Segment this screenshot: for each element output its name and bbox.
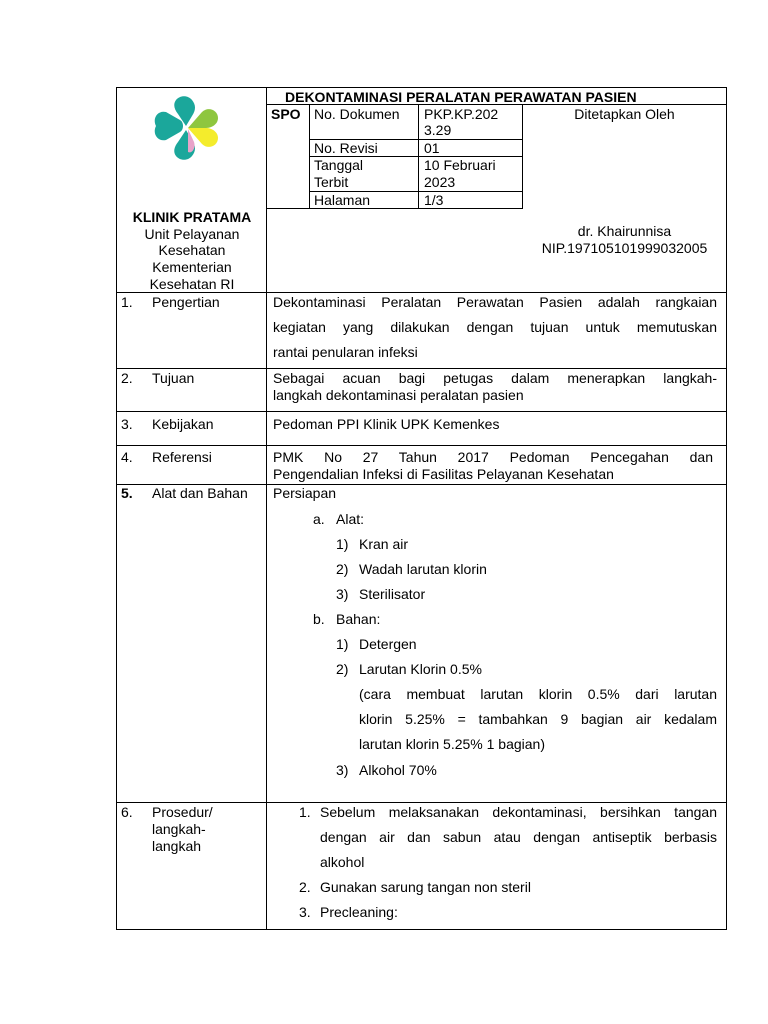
approved-by-label: Ditetapkan Oleh: [574, 106, 675, 122]
kemenkes-logo-icon: [152, 96, 220, 162]
bahan-note-line-2: klorin 5.25% = tambahkan 9 bagian air kedalam: [359, 711, 717, 727]
bahan-item-2-text: Larutan Klorin 0.5%: [359, 661, 482, 677]
spo-label: SPO: [271, 106, 301, 122]
row-2-number: 2.: [121, 370, 133, 386]
date-value-1: 10 Februari: [424, 157, 496, 173]
row-5-number: 5.: [121, 485, 133, 501]
row-1-text-line-3: rantai penularan infeksi: [273, 344, 418, 360]
clinic-sub-line-3: Kementerian: [152, 259, 232, 275]
date-value-2: 2023: [424, 174, 456, 190]
clinic-name: KLINIK PRATAMA: [132, 209, 252, 225]
step-1-line-3: alkohol: [320, 854, 365, 870]
bahan-item-3-text: Alkohol 70%: [359, 762, 437, 778]
alat-marker: a.: [313, 511, 325, 527]
row-3-text-line-1: Pedoman PPI Klinik UPK Kemenkes: [273, 416, 500, 432]
row-1-label: Pengertian: [152, 294, 220, 310]
page-value: 1/3: [424, 192, 444, 208]
doc-no-value-2: 3.29: [424, 122, 452, 138]
alat-item-2-number: 2): [336, 561, 349, 577]
row-6-label-line-3: langkah: [152, 838, 202, 854]
alat-heading: Alat:: [336, 511, 365, 527]
step-1-number: 1.: [299, 804, 311, 820]
row-5-label: Alat dan Bahan: [152, 485, 248, 501]
row-1-number: 1.: [121, 294, 133, 310]
revision-value: 01: [424, 140, 440, 156]
row-6-number: 6.: [121, 804, 133, 820]
bahan-item-2-number: 2): [336, 661, 349, 677]
row-3-number: 3.: [121, 416, 133, 432]
row-4-label: Referensi: [152, 449, 212, 465]
alat-item-3-number: 3): [336, 586, 349, 602]
row-2-text-line-2: langkah dekontaminasi peralatan pasien: [273, 387, 524, 403]
step-1-line-1: Sebelum melaksanakan dekontaminasi, bersihkan tangan: [320, 804, 717, 820]
alat-item-1-number: 1): [336, 536, 349, 552]
step-2-line-1: Gunakan sarung tangan non steril: [320, 879, 531, 895]
bahan-marker: b.: [313, 611, 325, 627]
row-5-intro: Persiapan: [273, 485, 337, 501]
step-1-line-2: dengan air dan sabun atau dengan antiseptik berbasis: [320, 829, 717, 845]
step-3-number: 3.: [299, 904, 311, 920]
alat-item-2-text: Wadah larutan klorin: [359, 561, 487, 577]
date-label-2: Terbit: [314, 174, 349, 190]
row-6-label-line-2: langkah-: [152, 821, 206, 837]
doc-no-label: No. Dokumen: [314, 106, 400, 122]
row-2-label: Tujuan: [152, 370, 195, 386]
alat-item-1-text: Kran air: [359, 536, 409, 552]
doc-no-value-1: PKP.KP.202: [424, 106, 499, 122]
signer-name: dr. Khairunnisa: [577, 223, 672, 239]
document-title: DEKONTAMINASI PERALATAN PERAWATAN PASIEN: [285, 89, 637, 105]
signer-nip: NIP.197105101999032005: [541, 240, 708, 256]
bahan-heading: Bahan:: [336, 611, 381, 627]
clinic-sub-line-1: Unit Pelayanan: [144, 226, 240, 242]
step-3-line-1: Precleaning:: [320, 904, 398, 920]
clinic-sub-line-4: Kesehatan RI: [149, 276, 235, 292]
row-2-text-line-1: Sebagai acuan bagi petugas dalam menerapkan langkah-: [273, 370, 717, 386]
row-3-label: Kebijakan: [152, 416, 214, 432]
row-4-number: 4.: [121, 449, 133, 465]
revision-label: No. Revisi: [314, 140, 378, 156]
page-label: Halaman: [314, 192, 371, 208]
step-2-number: 2.: [299, 879, 311, 895]
bahan-item-3-number: 3): [336, 762, 349, 778]
row-6-label-line-1: Prosedur/: [152, 804, 213, 820]
bahan-note-line-3: larutan klorin 5.25% 1 bagian): [359, 736, 546, 752]
row-4-text-line-2: Pengendalian Infeksi di Fasilitas Pelayanan Kesehatan: [273, 466, 614, 482]
bahan-note-line-1: (cara membuat larutan klorin 0.5% dari larutan: [359, 686, 717, 702]
row-4-text-line-1: PMK No 27 Tahun 2017 Pedoman Pencegahan dan: [273, 449, 713, 465]
row-1-text-line-1: Dekontaminasi Peralatan Perawatan Pasien adalah rangkaian: [273, 294, 717, 310]
row-1-text-line-2: kegiatan yang dilakukan dengan tujuan untuk memutuskan: [273, 319, 717, 335]
alat-item-3-text: Sterilisator: [359, 586, 426, 602]
date-label-1: Tanggal: [314, 157, 364, 173]
bahan-item-1-text: Detergen: [359, 636, 417, 652]
logo-petal-left: [155, 112, 183, 141]
clinic-sub-line-2: Kesehatan: [158, 242, 226, 258]
bahan-item-1-number: 1): [336, 636, 349, 652]
